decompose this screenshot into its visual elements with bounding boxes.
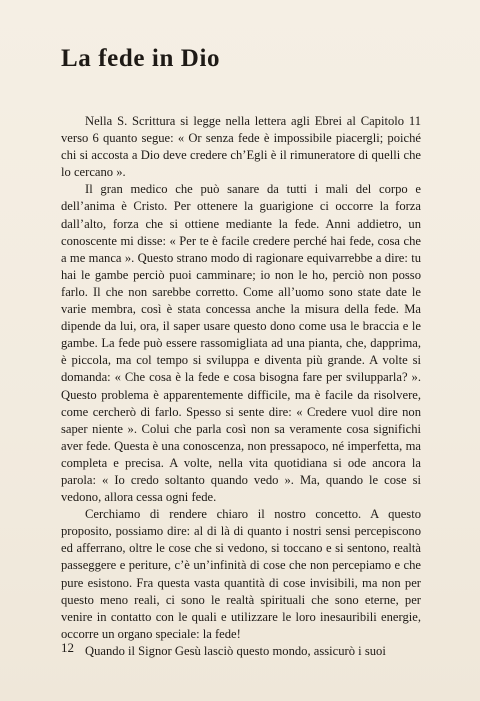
paragraph: Cerchiamo di rendere chiaro il nostro concetto. A questo proposito, possiamo dire: al di là di quanto i nostri sensi percepiscono ed afferrano, oltre le cose che si vedono, si toccano e si sentono, realtà passeggere e periture, c’è un’infinità di cose che non percepiamo e che pure esistono. Fra questa vasta quantità di cose invisibili, ma non per questo meno reali, ci sono le realtà spirituali che sono eterne, per venire in contatto con le quali e utilizzare le loro inesauribili energie, occorre un organo speciale: la fede!	[61, 507, 421, 641]
chapter-title: La fede in Dio	[61, 45, 221, 72]
paragraph: Quando il Signor Gesù lasciò questo mondo, assicurò i suoi	[85, 643, 386, 658]
page-number: 12	[61, 640, 74, 655]
body-text	[61, 113, 421, 660]
paragraph: Nella S. Scrittura si legge nella lettera agli Ebrei al Capitolo 11 verso 6 quanto segue: « Or senza fede è impossibile piacergli; poiché chi si accosta a Dio deve credere ch’Egli è il rimuneratore di quelli che lo cercano ».	[61, 114, 421, 180]
paragraph: Il gran medico che può sanare da tutti i mali del corpo e dell’anima è Cristo. Per ottenere la guarigione ci occorre la forza dall’alto, forza che si ottiene mediante la fede. Anni addietro, un conoscente mi disse: « Per te è facile credere perché hai fede, cosa che a me manca ». Questo strano modo di ragionare equivarrebbe a dire: tu hai le gambe perciò puoi camminare; io non le ho, perciò non posso farlo. Il che non sarebbe corretto. Come all’uomo sono state date le varie membra, così è stata concessa anche la misura della fede. Ma dipende da lui, ora, il saper usare questo dono come usa le braccia e le gambe. La fede può essere rassomigliata ad una pianta, che, dapprima, è piccola, ma col tempo si sviluppa e diventa più grande. A volte si domanda: « Che cosa è la fede e cosa bisogna fare per svilupparla? ». Questo problema è apparentemente difficile, ma è facile da risolvere, come cercherò di farlo. Spesso si sente dire: « Credere vuol dire non saper niente ». Colui che parla così non sa veramente cosa significhi aver fede. Questa è una conoscenza, non pressapoco, né imperfetta, ma completa e precisa. A volte, nella vita quotidiana si ode ancora la parola: « Io credo soltanto quando vedo ». Ma, quando le cose si vedono, allora cessa ogni fede.	[61, 182, 421, 505]
